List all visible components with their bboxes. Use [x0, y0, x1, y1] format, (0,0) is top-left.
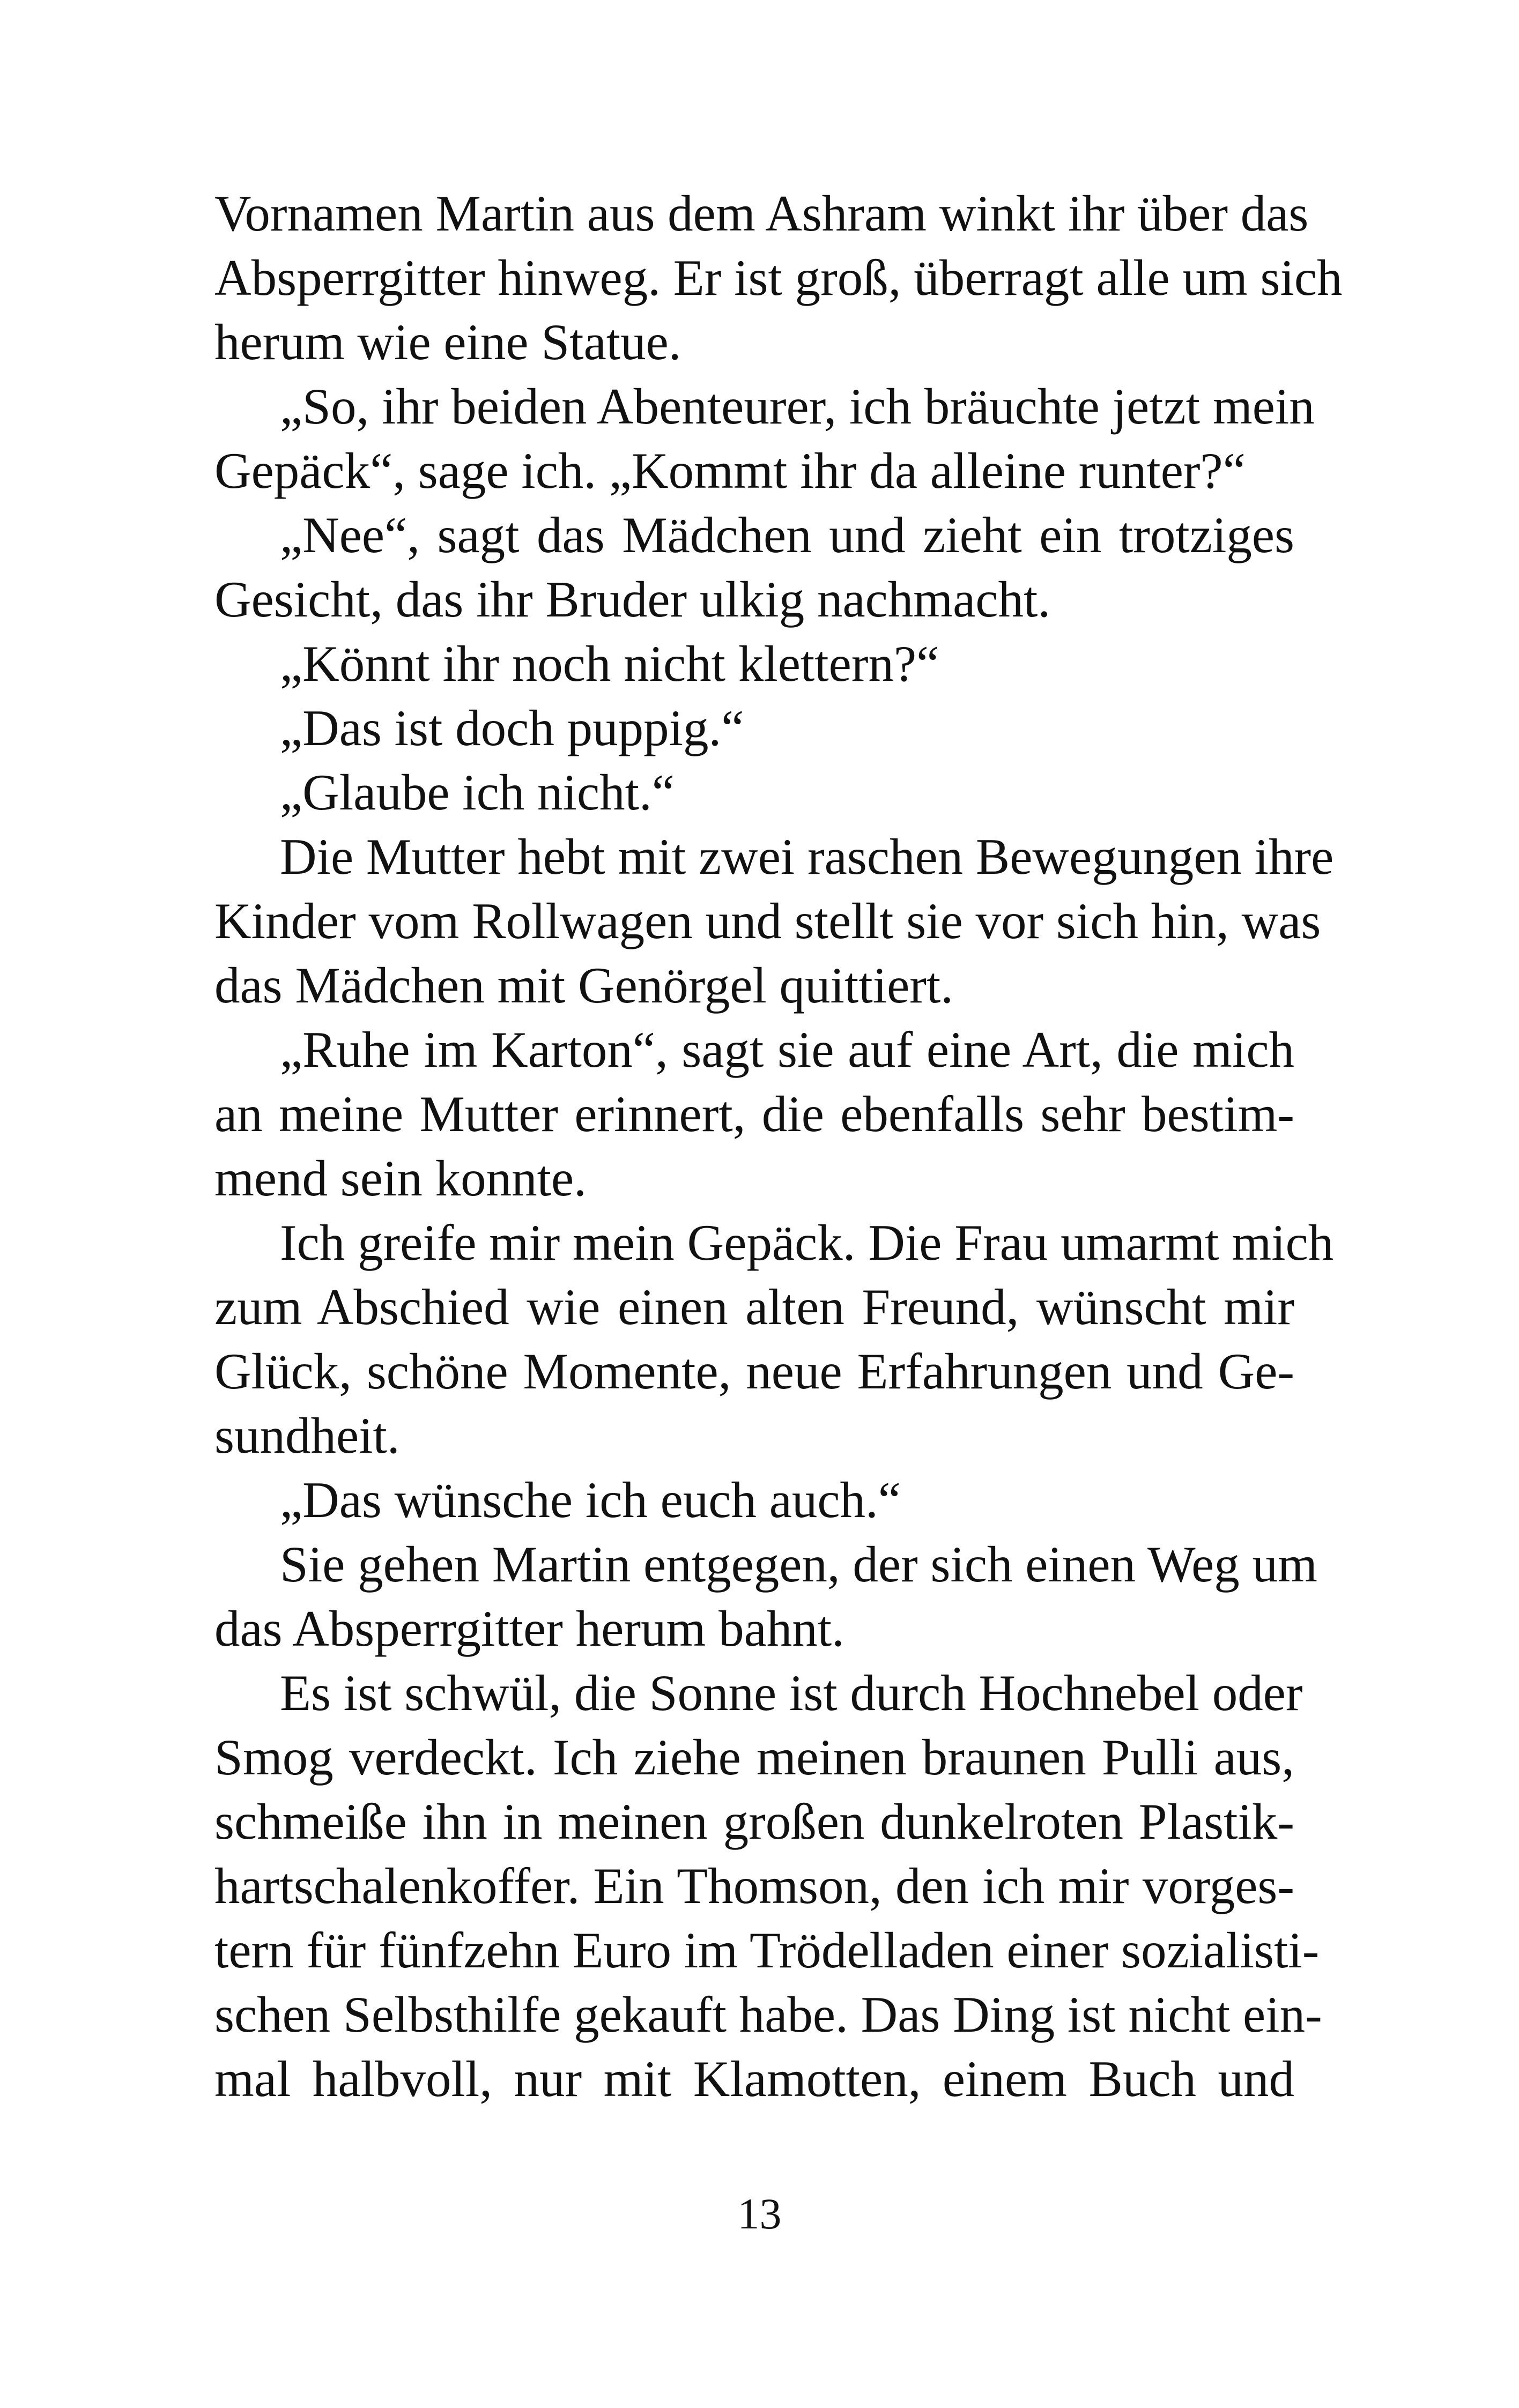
text-line: das Absperrgitter herum bahnt.: [214, 1600, 844, 1657]
page-number: 13: [737, 2189, 782, 2238]
text-line: an meine Mutter erinnert, die ebenfalls sehr bestim-: [214, 1086, 1294, 1142]
text-line: Gepäck“, sage ich. „Kommt ihr da alleine runter?“: [214, 442, 1246, 499]
text-line: Ich greife mir mein Gepäck. Die Frau umarmt mich: [280, 1214, 1334, 1271]
text-line: „So, ihr beiden Abenteurer, ich bräuchte jetzt mein: [280, 378, 1315, 435]
text-line: herum wie eine Statue.: [214, 314, 681, 370]
text-line: mal halbvoll, nur mit Klamotten, einem Buch und: [214, 2050, 1294, 2107]
text-line: sundheit.: [214, 1407, 400, 1464]
text-line: Die Mutter hebt mit zwei raschen Bewegungen ihre: [280, 828, 1334, 885]
body-text: [214, 181, 1343, 2111]
text-line: tern für fünfzehn Euro im Trödelladen einer sozialisti-: [214, 1922, 1320, 1979]
text-line: hartschalenkoffer. Ein Thomson, den ich mir vorges-: [214, 1857, 1294, 1914]
text-line: schen Selbsthilfe gekauft habe. Das Ding ist nicht ein-: [214, 1986, 1322, 2043]
text-line: „Glaube ich nicht.“: [280, 764, 675, 821]
text-line: das Mädchen mit Genörgel quittiert.: [214, 957, 954, 1014]
text-line: Kinder vom Rollwagen und stellt sie vor sich hin, was: [214, 893, 1321, 949]
text-line: Smog verdeckt. Ich ziehe meinen braunen Pulli aus,: [214, 1729, 1294, 1786]
text-line: Absperrgitter hinweg. Er ist groß, überragt alle um sich: [214, 249, 1343, 306]
text-line: Vornamen Martin aus dem Ashram winkt ihr über das: [214, 185, 1309, 242]
text-line: zum Abschied wie einen alten Freund, wünscht mir: [214, 1279, 1294, 1335]
text-line: Gesicht, das ihr Bruder ulkig nachmacht.: [214, 571, 1051, 628]
text-line: „Nee“, sagt das Mädchen und zieht ein trotziges: [280, 507, 1294, 563]
text-line: Es ist schwül, die Sonne ist durch Hochnebel oder: [280, 1664, 1303, 1721]
text-line: Glück, schöne Momente, neue Erfahrungen und Ge-: [214, 1343, 1294, 1400]
text-line: Sie gehen Martin entgegen, der sich einen Weg um: [280, 1536, 1317, 1593]
text-line: schmeiße ihn in meinen großen dunkelroten Plastik-: [214, 1793, 1294, 1850]
text-line: „Das ist doch puppig.“: [280, 700, 744, 756]
text-line: „Ruhe im Karton“, sagt sie auf eine Art, die mich: [280, 1021, 1294, 1078]
text-line: „Könnt ihr noch nicht klettern?“: [280, 635, 939, 692]
text-line: mend sein konnte.: [214, 1150, 587, 1207]
text-line: „Das wünsche ich euch auch.“: [280, 1471, 901, 1528]
